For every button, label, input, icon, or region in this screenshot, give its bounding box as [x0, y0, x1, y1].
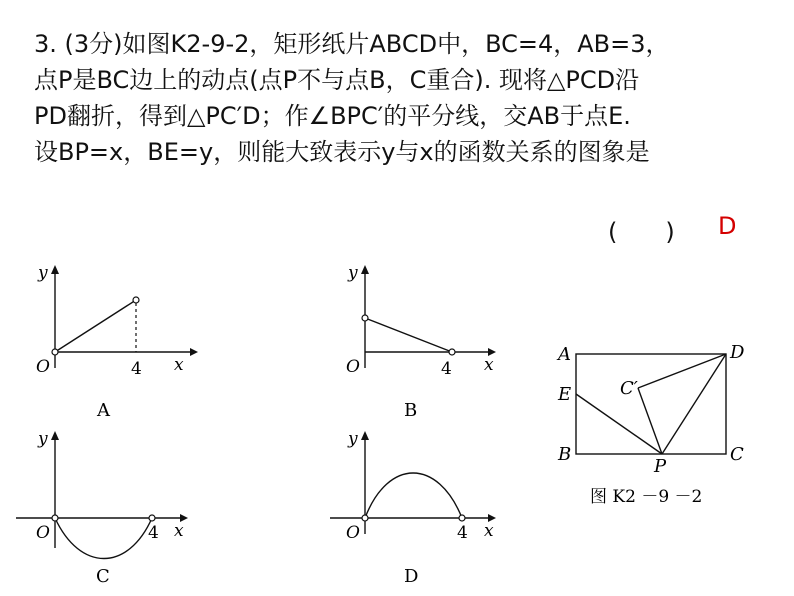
origin-label: O: [346, 357, 360, 377]
graph-label: B: [404, 400, 418, 421]
y-axis-label: y: [348, 429, 358, 449]
open-point: [459, 515, 465, 521]
segment-c-prime-d: [638, 354, 726, 388]
y-axis-arrow: [361, 265, 369, 274]
origin-label: O: [346, 523, 360, 543]
y-axis-arrow: [51, 431, 59, 440]
graph-c: [10, 424, 210, 594]
tick-label: 4: [148, 523, 159, 543]
function-line: [55, 300, 136, 352]
geometry-figure: [550, 330, 780, 520]
segment-pc-prime: [638, 388, 662, 454]
open-point: [52, 515, 58, 521]
function-curve: [55, 518, 152, 559]
y-axis-label: y: [38, 429, 48, 449]
origin-label: O: [36, 523, 50, 543]
answer-letter: D: [718, 212, 737, 240]
graph-label: A: [97, 400, 110, 421]
graph-d: [320, 424, 520, 594]
open-point: [133, 297, 139, 303]
open-point: [52, 349, 58, 355]
tick-label: 4: [441, 359, 452, 379]
graph-label: C: [96, 566, 110, 587]
x-axis-label: x: [484, 355, 494, 375]
point-label-p: P: [654, 456, 667, 477]
graph-b: [320, 258, 520, 428]
y-axis-label: y: [348, 263, 358, 283]
y-axis-arrow: [51, 265, 59, 274]
x-axis-label: x: [484, 521, 494, 541]
y-axis-label: y: [38, 263, 48, 283]
graph-a: [10, 258, 210, 428]
question-line-3: PD翻折，得到△PC′D；作∠BPC′的平分线，交AB于点E.: [34, 102, 631, 130]
segment-pd: [662, 354, 726, 454]
tick-label: 4: [131, 359, 142, 379]
graph-label: D: [404, 566, 419, 587]
point-label-b: B: [558, 444, 572, 465]
point-label-d: D: [730, 342, 745, 363]
open-point: [362, 315, 368, 321]
point-label-e: E: [558, 384, 572, 405]
segment-pe: [576, 394, 662, 454]
x-axis-arrow: [190, 348, 198, 356]
point-label-c: C: [730, 444, 744, 465]
function-line: [365, 318, 452, 352]
open-point: [449, 349, 455, 355]
point-label-a: A: [558, 344, 571, 365]
x-axis-label: x: [174, 355, 184, 375]
y-axis-arrow: [361, 431, 369, 440]
tick-label: 4: [457, 523, 468, 543]
answer-parentheses: ( ): [608, 218, 675, 246]
open-point: [149, 515, 155, 521]
origin-label: O: [36, 357, 50, 377]
question-line-1: 3. (3分)如图K2-9-2，矩形纸片ABCD中，BC=4，AB=3，: [34, 30, 670, 58]
question-line-4: 设BP=x，BE=y，则能大致表示y与x的函数关系的图象是: [34, 138, 650, 166]
function-curve: [365, 473, 462, 518]
rectangle-abcd: [576, 354, 726, 454]
question-text: [34, 26, 774, 170]
open-point: [362, 515, 368, 521]
figure-caption: 图 K2 －9 －2: [590, 487, 703, 507]
question-line-2: 点P是BC边上的动点(点P不与点B，C重合). 现将△PCD沿: [34, 66, 640, 94]
x-axis-label: x: [174, 521, 184, 541]
point-label-c-prime: C′: [620, 378, 638, 399]
